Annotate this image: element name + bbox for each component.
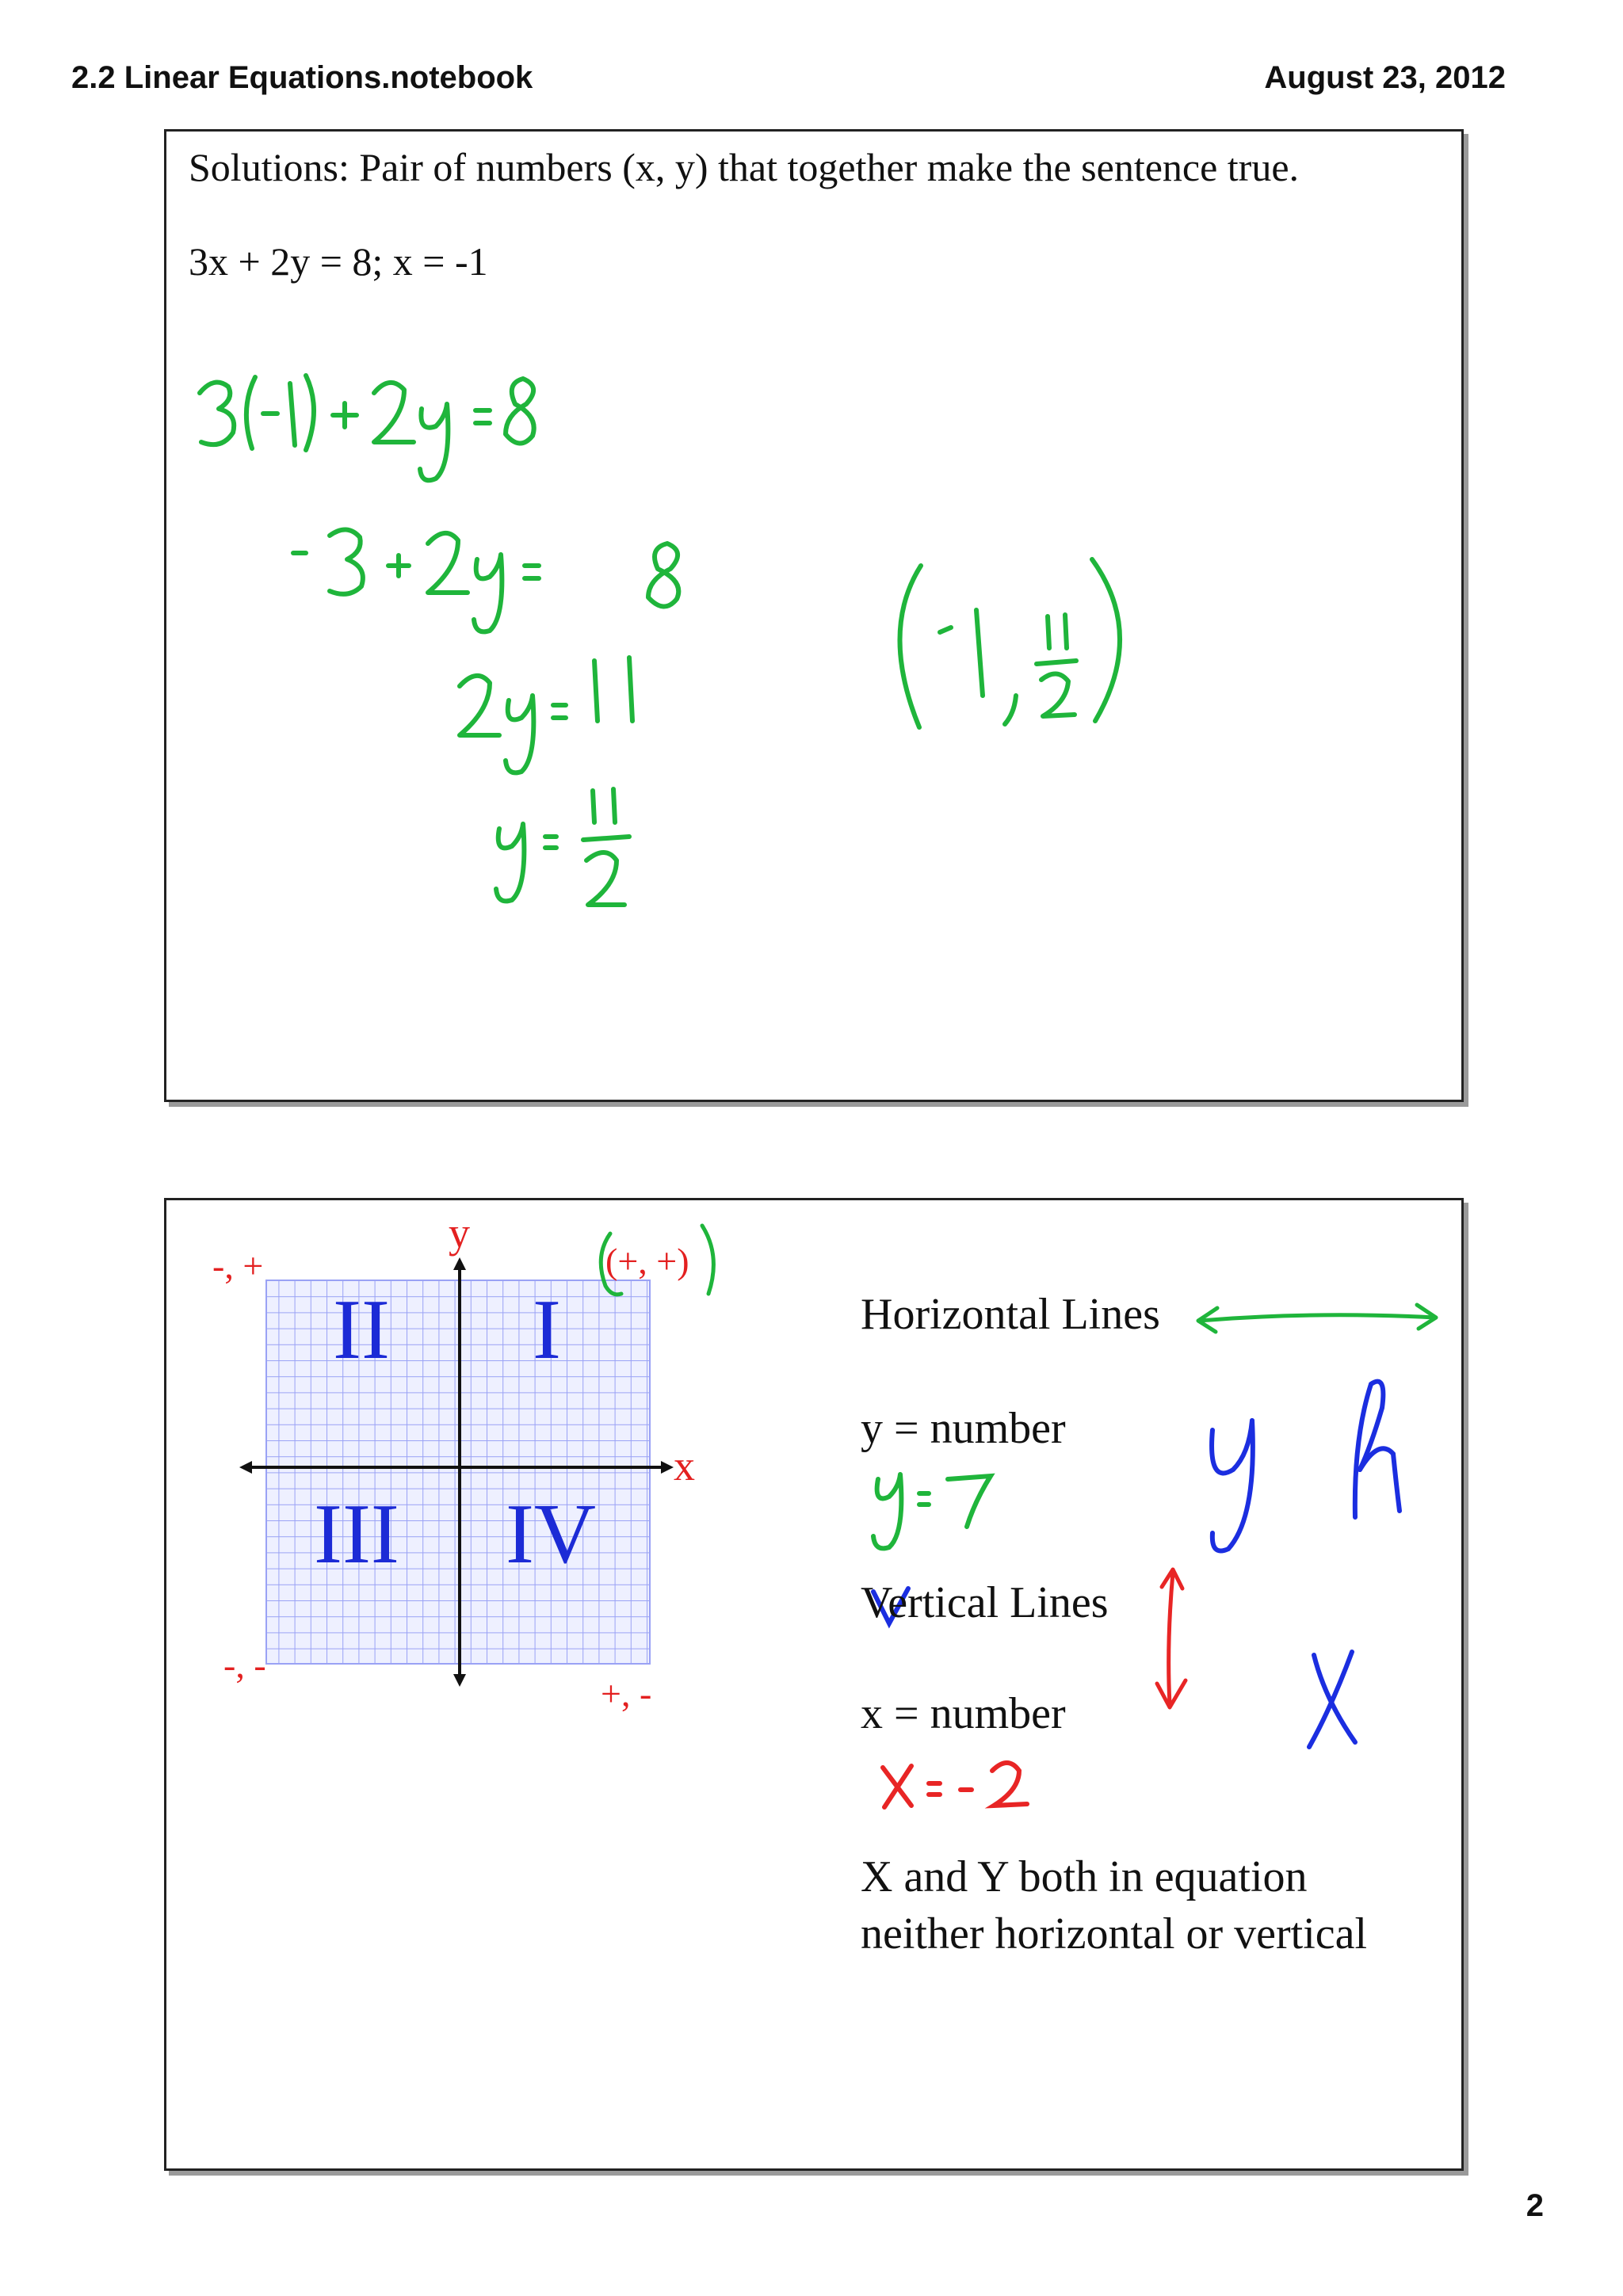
slide-solutions [164,129,1464,1102]
page-number: 2 [1526,2188,1544,2223]
slide-coordinate-plane [164,1198,1464,2171]
paren-right [702,1226,713,1294]
horizontal-arrow-icon [1198,1305,1436,1332]
notebook-date: August 23, 2012 [1264,60,1506,95]
quadrant-ii-signs: -, + [212,1245,264,1286]
handwritten-y [1212,1421,1253,1551]
quadrant-iv-signs: +, - [601,1673,652,1714]
quadrant-iii-label: III [314,1487,399,1581]
definition-text: Solutions: Pair of numbers (x, y) that together make the sentence true. [189,145,1300,189]
x-axis-label: x [674,1442,695,1489]
y-axis-label: y [449,1209,470,1257]
quadrant-iv-label: IV [506,1487,596,1581]
horizontal-rule-text: y = number [861,1404,1066,1453]
handwritten-h [1355,1382,1400,1517]
quadrant-i-signs: (+, +) [605,1241,689,1281]
problem-text: 3x + 2y = 8; x = -1 [189,239,488,284]
handwritten-x [1309,1652,1355,1747]
handwritten-y-equals-7 [873,1474,991,1548]
vertical-rule-text: x = number [861,1689,1066,1738]
note-line-2: neither horizontal or vertical [861,1909,1368,1958]
quadrant-ii-label: II [333,1283,390,1377]
quadrant-i-label: I [533,1283,561,1377]
horizontal-lines-label: Horizontal Lines [861,1290,1160,1339]
quadrant-iii-signs: -, - [223,1645,266,1685]
vertical-arrow-icon [1157,1569,1186,1707]
notebook-title: 2.2 Linear Equations.notebook [71,60,533,95]
vertical-lines-label: Vertical Lines [861,1578,1109,1627]
handwritten-x-equals-neg2 [883,1763,1027,1807]
note-line-1: X and Y both in equation [861,1852,1308,1901]
handwritten-work [166,132,1461,1100]
